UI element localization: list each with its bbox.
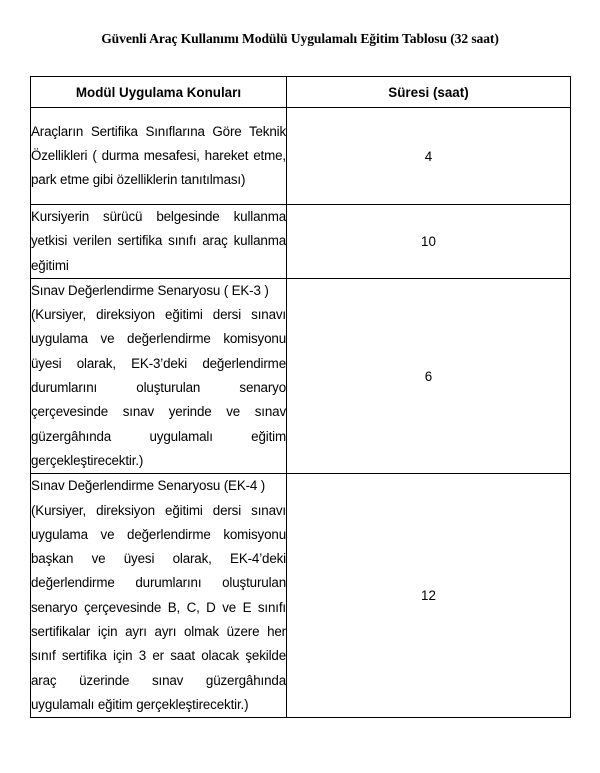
duration-cell: 12 (287, 474, 571, 718)
table-row (31, 108, 571, 205)
table-row (31, 278, 571, 473)
duration-cell: 4 (287, 108, 571, 205)
topic-text: Araçların Sertifika Sınıflarına Göre Teknik Özellikleri ( durma mesafesi, hareket etme, park etme gibi özelliklerin tanıtılması) (31, 123, 286, 188)
topic-detail: (Kursiyer, direksiyon eğitimi dersi sınavı uygulama ve değerlendirme komisyonu üyesi olarak, EK-3’deki değerlendirme durumlarını oluşturulan senaryo çerçevesinde sınav yerinde ve sınav güzergâhında uygulamalı eğitim gerçekleştirecektir.) (31, 307, 286, 468)
table-row (31, 474, 571, 718)
topic-column-header: Modül Uygulama Konuları (31, 77, 287, 108)
duration-cell: 6 (287, 278, 571, 473)
duration-cell: 10 (287, 205, 571, 279)
topic-heading: Sınav Değerlendirme Senaryosu ( EK-3 ) (31, 282, 269, 298)
topic-cell (31, 278, 287, 473)
table-row (31, 205, 571, 279)
topic-cell (31, 474, 287, 718)
topic-heading: Sınav Değerlendirme Senaryosu (EK-4 ) (31, 478, 266, 494)
topic-detail: (Kursiyer, direksiyon eğitimi dersi sınavı uygulama ve değerlendirme komisyonu başkan ve üyesi olarak, EK-4’deki değerlendirme durumlarını oluşturulan senaryo çerçevesinde B, C, D ve E sınıfı sertifikalar için ayrı ayrı olmak üzere her sınıf sertifika için 3 er saat olacak şekilde araç üzerinde sınav güzergâhında uygulamalı eğitim gerçekleştirecektir.) (31, 502, 286, 712)
topic-text: Kursiyerin sürücü belgesinde kullanma yetkisi verilen sertifika sınıfı araç kullanma eğitimi (31, 209, 286, 273)
topic-cell (31, 108, 287, 205)
duration-column-header: Süresi (saat) (287, 77, 571, 108)
table-header-row (31, 77, 571, 108)
training-table (30, 76, 571, 718)
topic-cell (31, 205, 287, 279)
document-title: Güvenli Araç Kullanımı Modülü Uygulamalı Eğitim Tablosu (32 saat) (101, 31, 499, 46)
